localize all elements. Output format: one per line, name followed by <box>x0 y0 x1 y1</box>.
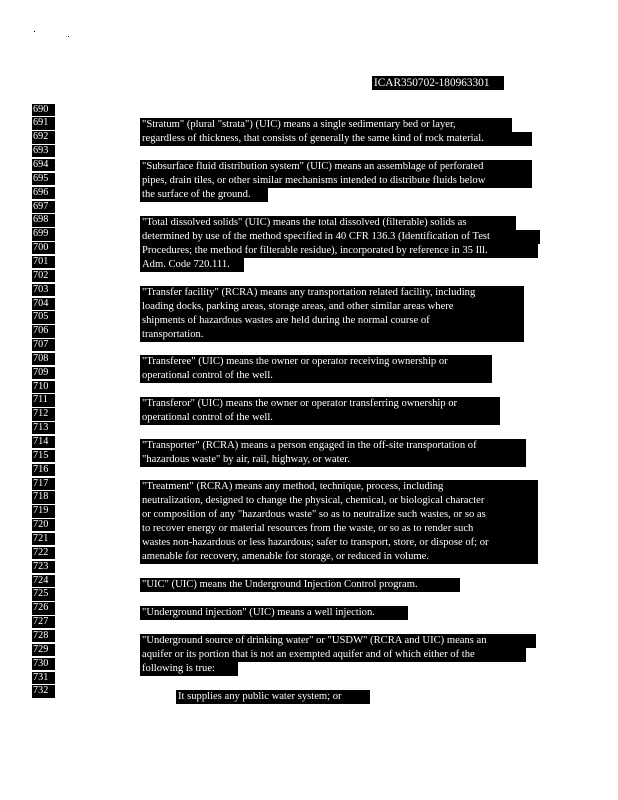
treatment-line-1: "Treatment" (RCRA) means any method, technique, process, including <box>140 480 538 494</box>
line-number: 698 <box>32 214 55 226</box>
line-number: 721 <box>32 533 55 545</box>
speck <box>34 31 35 32</box>
line-number: 731 <box>32 672 55 684</box>
line-number: 695 <box>32 173 55 185</box>
stratum-line-1: "Stratum" (plural "strata") (UIC) means a single sedimentary bed or layer, <box>140 118 512 132</box>
line-number: 690 <box>32 104 55 116</box>
transferor-line-2: operational control of the well. <box>140 411 500 425</box>
line-number: 699 <box>32 228 55 240</box>
line-number: 692 <box>32 131 55 143</box>
line-number: 715 <box>32 450 55 462</box>
line-number: 719 <box>32 505 55 517</box>
treatment-line-3: or composition of any "hazardous waste" so as to neutralize such wastes, or so as <box>140 508 538 522</box>
line-number: 732 <box>32 685 55 697</box>
transfer-facility-line-3: shipments of hazardous wastes are held during the normal course of <box>140 314 524 328</box>
usdw-line-3: following is true: <box>140 662 238 676</box>
transferor-line-1: "Transferor" (UIC) means the owner or operator transferring ownership or <box>140 397 500 411</box>
treatment-line-6: amenable for recovery, amenable for storage, or reduced in volume. <box>140 550 538 564</box>
line-number: 701 <box>32 256 55 268</box>
line-number: 709 <box>32 367 55 379</box>
line-number: 710 <box>32 381 55 393</box>
subsurface-line-3: the surface of the ground. <box>140 188 268 202</box>
tds-line-3: Procedures; the method for filterable residue), incorporated by reference in 35 Ill. <box>140 244 538 258</box>
line-number: 714 <box>32 436 55 448</box>
transferee-line-1: "Transferee" (UIC) means the owner or operator receiving ownership or <box>140 355 492 369</box>
line-number: 720 <box>32 519 55 531</box>
line-number: 728 <box>32 630 55 642</box>
line-number: 703 <box>32 284 55 296</box>
line-number: 724 <box>32 575 55 587</box>
line-number: 716 <box>32 464 55 476</box>
treatment-line-4: to recover energy or material resources from the waste, or so as to render such <box>140 522 538 536</box>
line-number: 697 <box>32 201 55 213</box>
line-number: 713 <box>32 422 55 434</box>
line-number: 718 <box>32 491 55 503</box>
line-number: 722 <box>32 547 55 559</box>
line-number: 706 <box>32 325 55 337</box>
transporter-line-2: "hazardous waste" by air, rail, highway, or water. <box>140 453 526 467</box>
stratum-line-2: regardless of thickness, that consists of generally the same kind of rock material. <box>140 132 532 146</box>
line-number: 693 <box>32 145 55 157</box>
line-number: 696 <box>32 187 55 199</box>
treatment-line-2: neutralization, designed to change the physical, chemical, or biological character <box>140 494 538 508</box>
speck <box>68 36 69 37</box>
uic-line-1: "UIC" (UIC) means the Underground Injection Control program. <box>140 578 460 592</box>
line-number: 725 <box>32 588 55 600</box>
line-number: 726 <box>32 602 55 614</box>
line-number: 711 <box>32 394 55 406</box>
usdw-line-2: aquifer or its portion that is not an exempted aquifer and of which either of the <box>140 648 526 662</box>
line-number: 717 <box>32 478 55 490</box>
line-number: 705 <box>32 311 55 323</box>
underground-injection-line-1: "Underground injection" (UIC) means a well injection. <box>140 606 408 620</box>
transporter-line-1: "Transporter" (RCRA) means a person engaged in the off-site transportation of <box>140 439 526 453</box>
treatment-line-5: wastes non-hazardous or less hazardous; safer to transport, store, or dispose of; or <box>140 536 538 550</box>
line-number: 702 <box>32 270 55 282</box>
usdw-item-line-1: It supplies any public water system; or <box>176 690 370 704</box>
line-number: 727 <box>32 616 55 628</box>
line-number: 729 <box>32 644 55 656</box>
subsurface-line-1: "Subsurface fluid distribution system" (UIC) means an assemblage of perforated <box>140 160 532 174</box>
transfer-facility-line-1: "Transfer facility" (RCRA) means any transportation related facility, including <box>140 286 524 300</box>
line-number: 723 <box>32 561 55 573</box>
usdw-line-1: "Underground source of drinking water" or "USDW" (RCRA and UIC) means an <box>140 634 536 648</box>
transfer-facility-line-4: transportation. <box>140 328 524 342</box>
line-number: 704 <box>32 298 55 310</box>
line-number: 707 <box>32 339 55 351</box>
tds-line-4: Adm. Code 720.111. <box>140 258 244 272</box>
scan-specks <box>34 31 74 39</box>
subsurface-line-2: pipes, drain tiles, or other similar mechanisms intended to distribute fluids below <box>140 174 532 188</box>
tds-line-2: determined by use of the method specified in 40 CFR 136.3 (Identification of Test <box>140 230 540 244</box>
transferee-line-2: operational control of the well. <box>140 369 492 383</box>
tds-line-1: "Total dissolved solids" (UIC) means the total dissolved (filterable) solids as <box>140 216 516 230</box>
line-number: 694 <box>32 159 55 171</box>
document-id-header: ICAR350702-180963301 <box>372 76 504 90</box>
line-number: 712 <box>32 408 55 420</box>
line-number: 708 <box>32 353 55 365</box>
transfer-facility-line-2: loading docks, parking areas, storage areas, and other similar areas where <box>140 300 524 314</box>
line-number: 700 <box>32 242 55 254</box>
line-number: 691 <box>32 117 55 129</box>
line-number: 730 <box>32 658 55 670</box>
